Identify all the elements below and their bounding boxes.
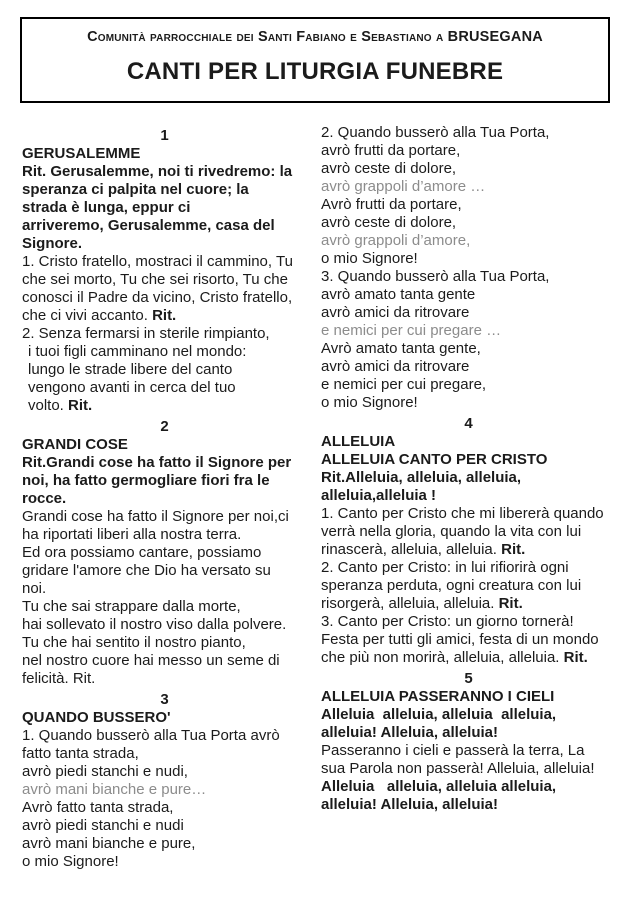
song-line: o mio Signore!	[321, 250, 418, 267]
song-line: Ed ora possiamo cantare, possiamo	[22, 544, 262, 561]
song-line: nel nostro cuore hai messo un seme di	[22, 652, 280, 669]
song-line: 2. Senza fermarsi in sterile rimpianto,	[22, 325, 270, 342]
song-line: o mio Signore!	[22, 853, 119, 870]
song-line: Rit.Grandi cose ha fatto il Signore per	[22, 454, 292, 471]
song-number: 4	[464, 415, 473, 432]
rit-marker: Rit.	[498, 595, 523, 612]
song-number: 1	[160, 127, 169, 144]
song-line: Alleluia alleluia, alleluia alleluia,	[321, 778, 557, 795]
song-line: sua Parola non passerà! Alleluia, alleluia!	[321, 760, 595, 777]
song-line: avrò frutti da portare,	[321, 142, 461, 159]
song-line: noi, ha fatto germogliare fiori fra le	[22, 472, 270, 489]
song-line: Tu che sai strappare dalla morte,	[22, 598, 241, 615]
song-line: avrò mani bianche e pure…	[22, 781, 207, 798]
song-line: strada è lunga, eppur ci	[22, 199, 191, 216]
song-title: GRANDI COSE	[22, 436, 128, 453]
song-line: risorgerà, alleluia, alleluia. Rit.	[321, 595, 523, 612]
song-line: alleluia! Alleluia, alleluia!	[321, 724, 499, 741]
song-line: rocce.	[22, 490, 67, 507]
song-line: Passeranno i cieli e passerà la terra, La	[321, 742, 585, 759]
song-line: volto. Rit.	[28, 397, 93, 414]
song-line: alleluia! Alleluia, alleluia!	[321, 796, 499, 813]
song-line: Avrò amato tanta gente,	[321, 340, 481, 357]
song-line: avrò amici da ritrovare	[321, 304, 470, 321]
song-line: 1. Canto per Cristo che mi libererà quando	[321, 505, 604, 522]
parish-name: Comunità parrocchiale dei Santi Fabiano e Sebastiano a BRUSEGANA	[87, 29, 543, 45]
song-line: rinascerà, alleluia, alleluia. Rit.	[321, 541, 526, 558]
song-line: Avrò frutti da portare,	[321, 196, 462, 213]
song-line: Rit. Gerusalemme, noi ti rivedremo: la	[22, 163, 293, 180]
song-title: QUANDO BUSSERO'	[22, 709, 171, 726]
song-title: GERUSALEMME	[22, 145, 141, 162]
lyrics-columns	[22, 124, 616, 871]
song-line: 3. Quando busserò alla Tua Porta,	[321, 268, 550, 285]
song-title: ALLELUIA PASSERANNO I CIELI	[321, 688, 555, 705]
song-line: i tuoi figli camminano nel mondo:	[28, 343, 247, 360]
rit-marker: Rit.	[563, 649, 588, 666]
song-line: Avrò fatto tanta strada,	[22, 799, 174, 816]
song-line: e nemici per cui pregare …	[321, 322, 502, 339]
song-line: felicità. Rit.	[22, 670, 96, 687]
song-line: speranza perduta, ogni creatura con lui	[321, 577, 582, 594]
song-line: avrò amato tanta gente	[321, 286, 476, 303]
song-line: 1. Cristo fratello, mostraci il cammino, Tu	[22, 253, 293, 270]
song-line: e nemici per cui pregare,	[321, 376, 487, 393]
song-line: 1. Quando busserò alla Tua Porta avrò	[22, 727, 280, 744]
song-line: avrò grappoli d’amore …	[321, 178, 486, 195]
song-line: avrò ceste di dolore,	[321, 160, 457, 177]
song-line: avrò piedi stanchi e nudi,	[22, 763, 188, 780]
song-line: 2. Quando busserò alla Tua Porta,	[321, 124, 550, 141]
song-number: 3	[160, 691, 169, 708]
song-line: Grandi cose ha fatto il Signore per noi,ci	[22, 508, 289, 525]
song-line: fatto tanta strada,	[22, 745, 139, 762]
song-title: ALLELUIA CANTO PER CRISTO	[321, 451, 548, 468]
song-line: 3. Canto per Cristo: un giorno tornerà!	[321, 613, 574, 630]
song-line: gridare l'amore che Dio ha versato su	[22, 562, 271, 579]
song-line: noi.	[22, 580, 47, 597]
song-number: 5	[464, 670, 473, 687]
song-line: o mio Signore!	[321, 394, 418, 411]
song-line: alleluia,alleluia !	[321, 487, 437, 504]
song-line: lungo le strade libere del canto	[28, 361, 233, 378]
song-number: 2	[160, 418, 169, 435]
song-line: avrò piedi stanchi e nudi	[22, 817, 184, 834]
song-line: speranza ci palpita nel cuore; la	[22, 181, 249, 198]
song-line: arriveremo, Gerusalemme, casa del	[22, 217, 275, 234]
song-line: Alleluia alleluia, alleluia alleluia,	[321, 706, 557, 723]
song-line: Rit.Alleluia, alleluia, alleluia,	[321, 469, 522, 486]
song-line: vengono avanti in cerca del tuo	[28, 379, 236, 396]
song-line: Signore.	[22, 235, 83, 252]
song-line: Festa per tutti gli amici, festa di un mondo	[321, 631, 599, 648]
song-line: avrò mani bianche e pure,	[22, 835, 196, 852]
song-line: che ci vivi accanto. Rit.	[22, 307, 177, 324]
left-column	[22, 124, 319, 871]
song-line: 2. Canto per Cristo: in lui rifiorirà ogni	[321, 559, 569, 576]
rit-marker: Rit.	[152, 307, 177, 324]
header-box	[20, 17, 610, 103]
song-line: ha riportati liberi alla nostra terra.	[22, 526, 242, 543]
song-title: ALLELUIA	[321, 433, 396, 450]
song-line: avrò grappoli d’amore,	[321, 232, 471, 249]
song-line: avrò ceste di dolore,	[321, 214, 457, 231]
song-line: che sei morto, Tu che sei risorto, Tu che	[22, 271, 288, 288]
song-line: conosci il Padre da vicino, Cristo fratello,	[22, 289, 293, 306]
song-line: Tu che hai sentito il nostro pianto,	[22, 634, 246, 651]
rit-marker: Rit.	[501, 541, 526, 558]
right-column	[319, 124, 616, 871]
page-title: CANTI PER LITURGIA FUNEBRE	[126, 58, 504, 85]
song-line: verrà nella gloria, quando la vita con lui	[321, 523, 582, 540]
song-line: avrò amici da ritrovare	[321, 358, 470, 375]
rit-marker: Rit.	[68, 397, 93, 414]
song-line: che più non morirà, alleluia, alleluia. Rit.	[321, 649, 588, 666]
song-line: hai sollevato il nostro viso dalla polvere.	[22, 616, 287, 633]
